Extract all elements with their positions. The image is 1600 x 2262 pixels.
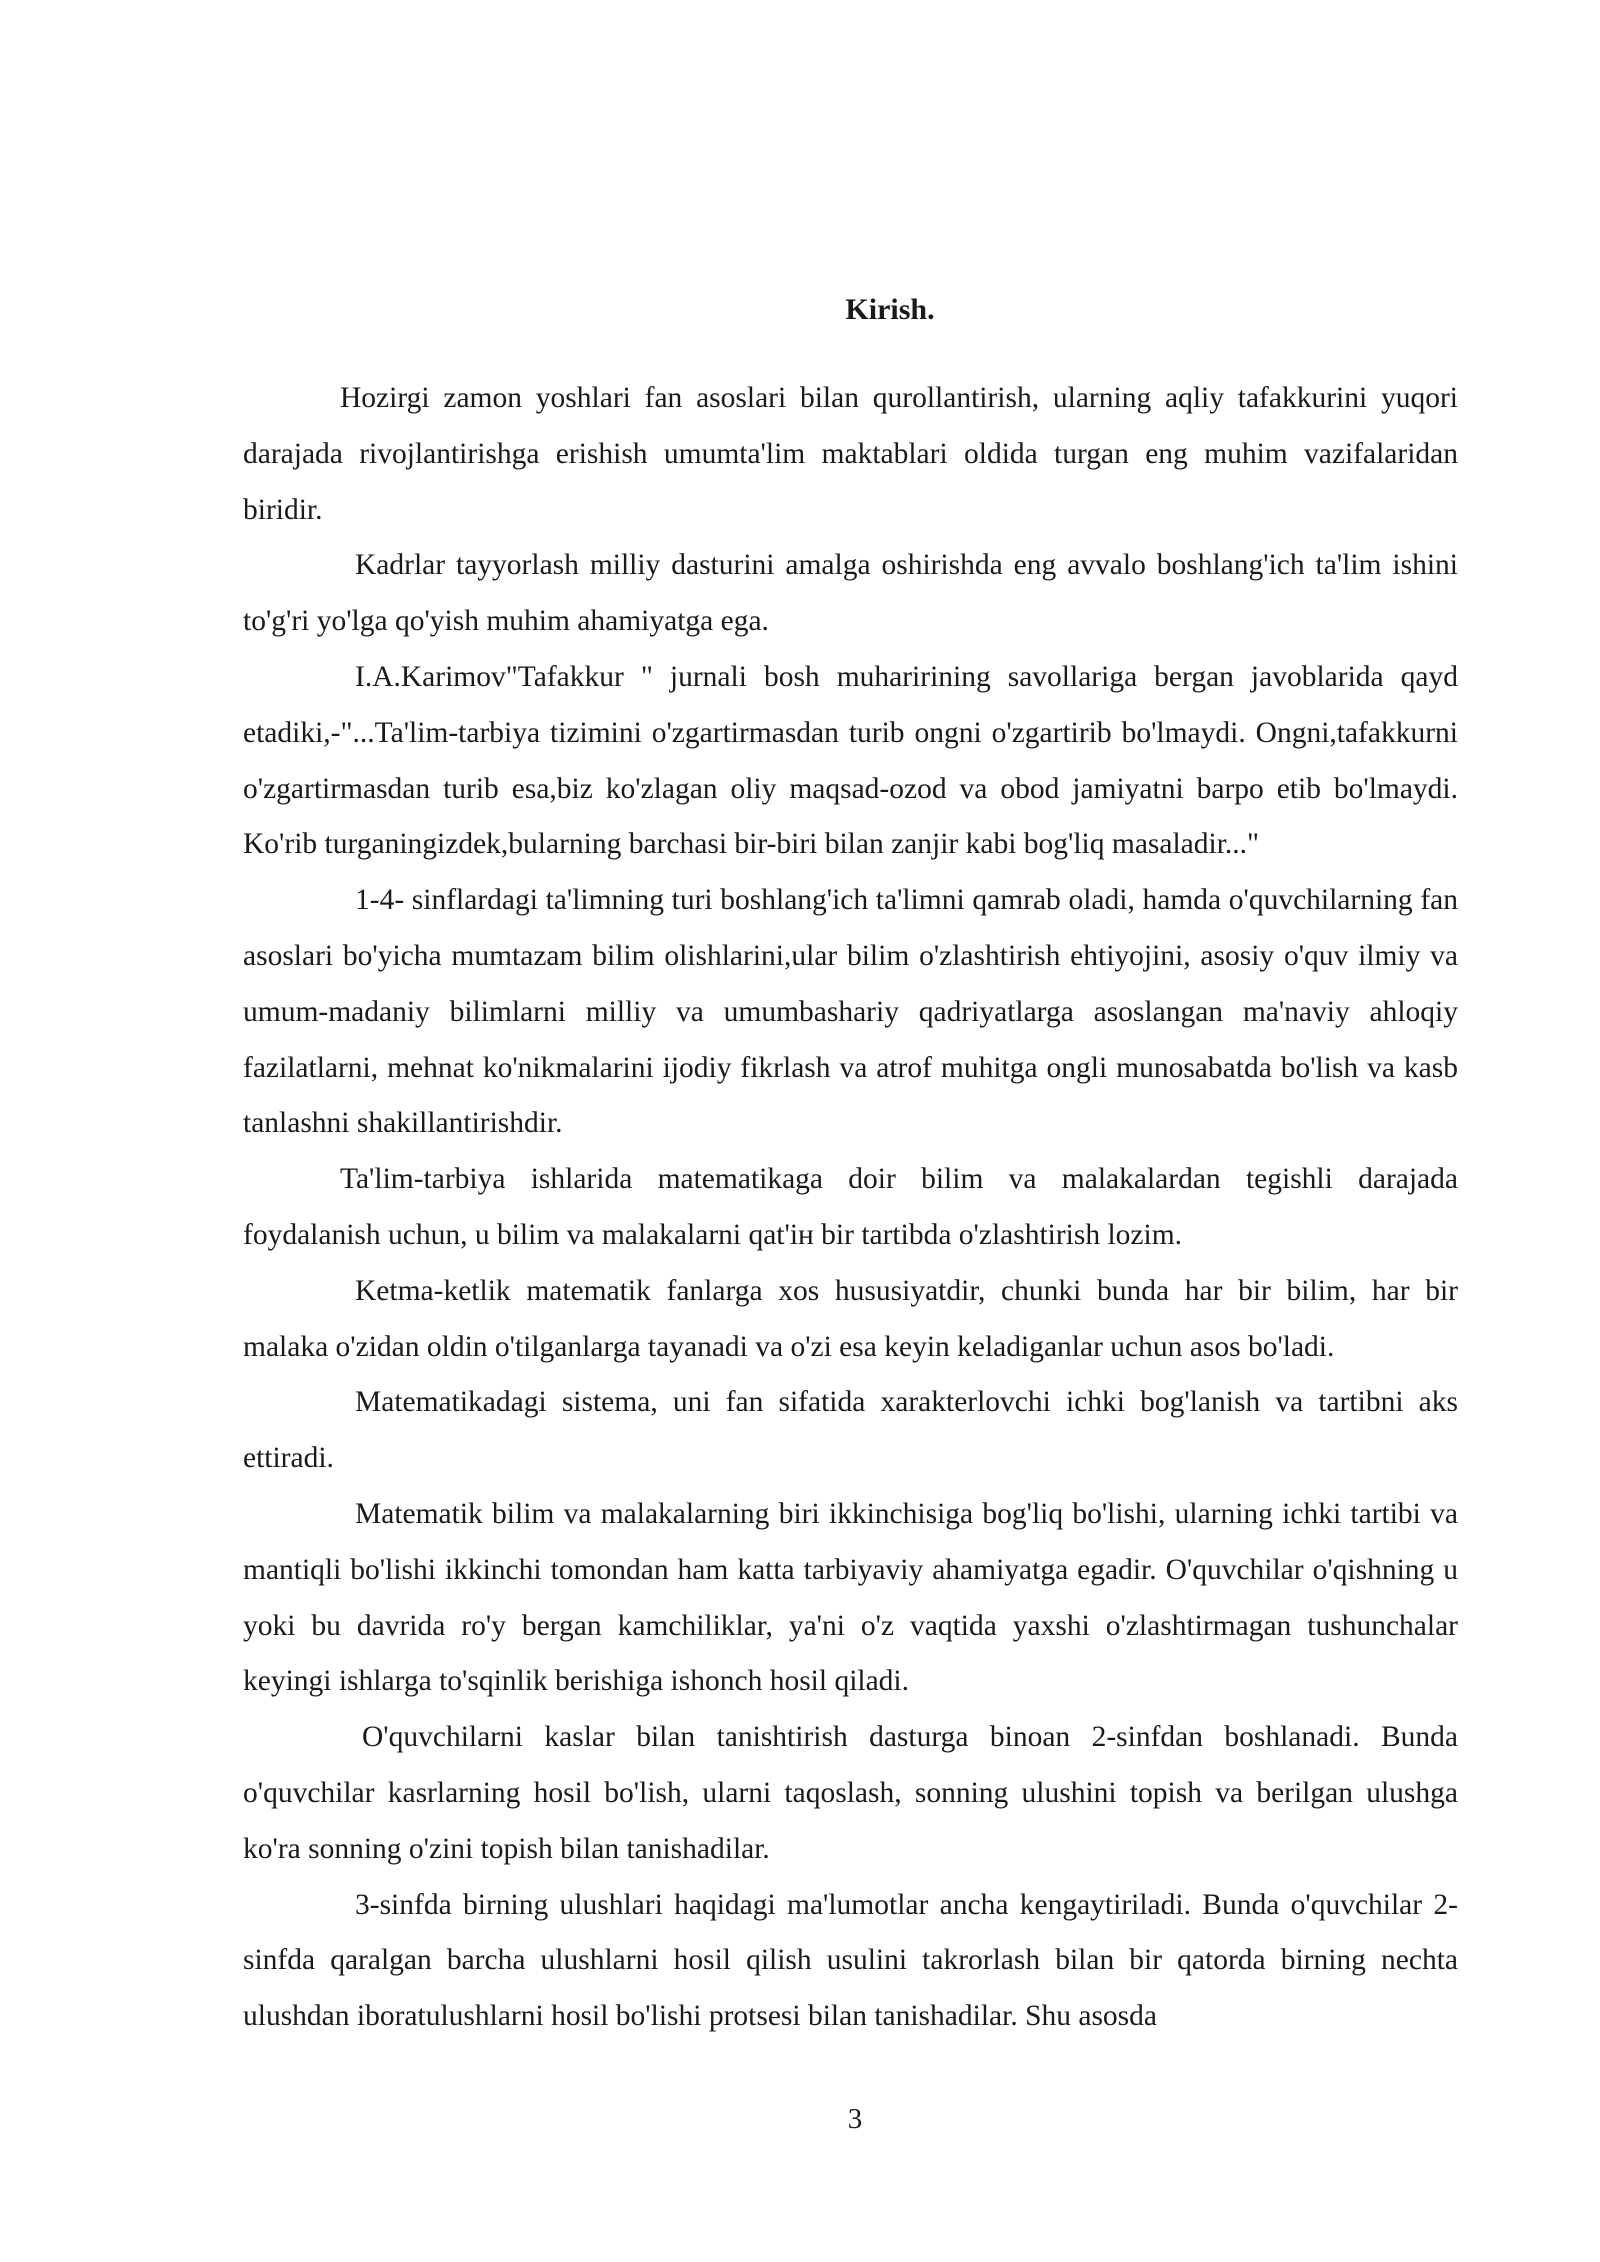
paragraph-grades: 1-4- sinflardagi ta'limning turi boshlang'ich ta'limni qamrab oladi, hamda o'quvchilarning fan asoslari bo'yicha mumtazam bilim olishlarini,ular bilim o'zlashtirish ehtiyojini, asosiy o'quv ilmiy va umum-madaniy bilimlarni milliy va umumbashariy qadriyatlarga asoslangan ma'naviy ahloqiy fazilatlarni, mehnat ko'nikmalarini ijodiy fikrlash va atrof muhitga ongli munosabatda bo'lish va kasb tanlashni shakillantirishdir. [243, 884, 1458, 1140]
paragraph-system: Matematikadagi sistema, uni fan sifatida xarakterlovchi ichki bog'lanish va tartibni aks ettiradi. [243, 1386, 1458, 1475]
paragraph-intro: Hozirgi zamon yoshlari fan asoslari bilan qurollantirish, ularning aqliy tafakkurini yuqori darajada rivojlantirishga erishish umumta'lim maktablari oldida turgan eng muhim vazifalaridan biridir. [243, 382, 1458, 526]
paragraph-sequence: Ketma-ketlik matematik fanlarga xos hususiyatdir, chunki bunda har bir bilim, har bir malaka o'zidan oldin o'tilganlarga tayanadi va o'zi esa keyin keladiganlar uchun asos bo'ladi. [243, 1274, 1458, 1363]
paragraph-education: Ta'lim-tarbiya ishlarida matematikaga doir bilim va malakalardan tegishli darajada foydalanish uchun, u bilim va malakalarni qat'iн bir tartibda o'zlashtirish lozim. [243, 1163, 1458, 1251]
body-text [243, 371, 1458, 2045]
page-title: Kirish. [845, 293, 935, 326]
paragraph-cadres: Kadrlar tayyorlash milliy dasturini amalga oshirishda eng avvalo boshlang'ich ta'lim ishini to'g'ri yo'lga qo'yish muhim ahamiyatga ega. [243, 549, 1458, 638]
paragraph-grade3: 3-sinfda birning ulushlari haqidagi ma'lumotlar ancha kengaytiriladi. Bunda o'quvchilar 2-sinfda qaralgan barcha ulushlarni hosil qilish usulini takrorlash bilan bir qatorda birning nechta ulushdan iboratulushlarni hosil bo'lishi protsesi bilan tanishadilar. Shu asosda [243, 1888, 1458, 2033]
paragraph-fractions: O'quvchilarni kaslar bilan tanishtirish dasturga binoan 2-sinfdan boshlanadi. Bunda o'quvchilar kasrlarning hosil bo'lish, ularni taqoslash, sonning ulushini topish va berilgan ulushga ko'ra sonning o'zini topish bilan tanishadilar. [243, 1721, 1458, 1865]
paragraph-knowledge: Matematik bilim va malakalarning biri ikkinchisiga bog'liq bo'lishi, ularning ichki tartibi va mantiqli bo'lishi ikkinchi tomondan ham katta tarbiyaviy ahamiyatga egadir. O'quvchilar o'qishning u yoki bu davrida ro'y bergan kamchiliklar, ya'ni o'z vaqtida yaxshi o'zlashtirmagan tushunchalar keyingi ishlarga to'sqinlik berishiga ishonch hosil qiladi. [243, 1497, 1458, 1698]
page-number: 3 [847, 2103, 863, 2135]
paragraph-quote: I.A.Karimov"Tafakkur " jurnali bosh muharirining savollariga bergan javoblarida qayd etadiki,-"...Ta'lim-tarbiya tizimini o'zgartirmasdan turib ongni o'zgartirib bo'lmaydi. Ongni,tafakkurni o'zgartirmasdan turib esa,biz ko'zlagan oliy maqsad-ozod va obod jamiyatni barpo etib bo'lmaydi. Ko'rib turganingizdek,bularning barchasi bir-biri bilan zanjir kabi bog'liq masaladir..." [243, 660, 1458, 861]
